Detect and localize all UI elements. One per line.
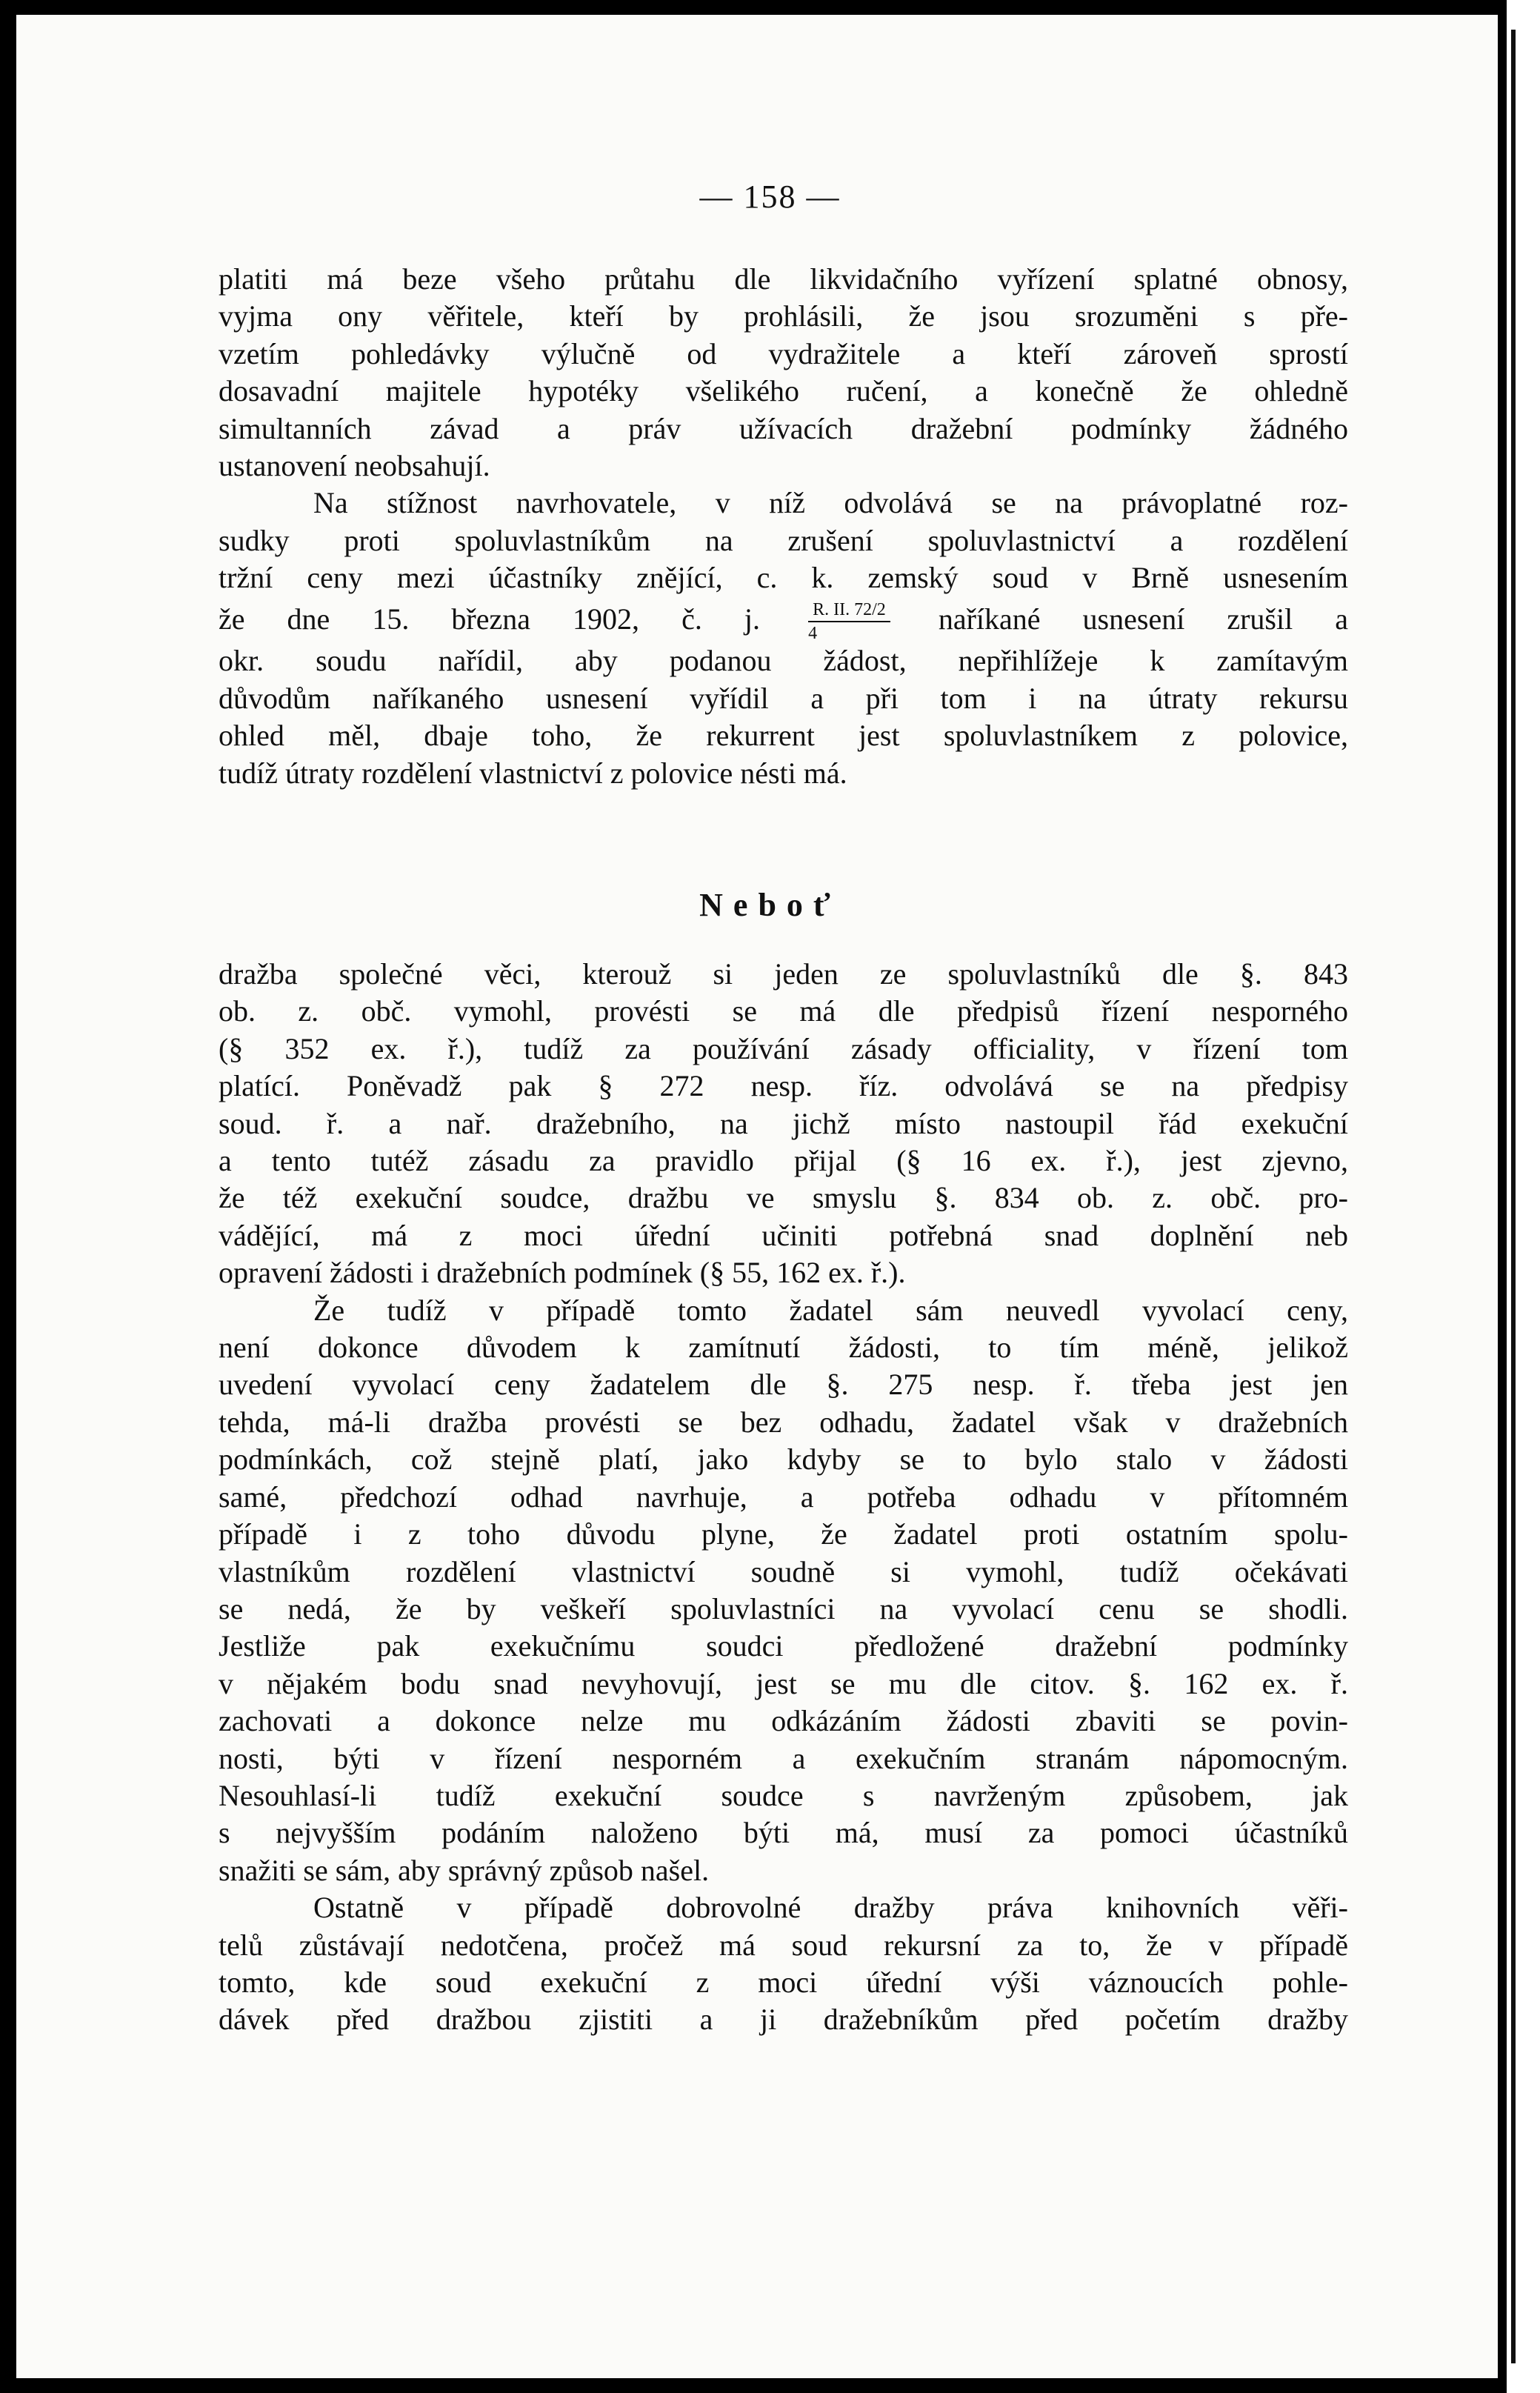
- text-line: není dokonce důvodem k zamítnutí žádosti, to tím méně, jelikož: [219, 1331, 1348, 1365]
- text-line: Že tudíž v případě tomto žadatel sám neuvedl vyvolací ceny,: [313, 1293, 1348, 1327]
- page-number: — 158 —: [699, 179, 841, 215]
- case-number-fraction: [808, 601, 890, 642]
- text-line: a tento tutéž zásadu za pravidlo přijal (§ 16 ex. ř.), jest zjevno,: [219, 1144, 1348, 1178]
- section-heading: Neboť: [699, 887, 841, 923]
- text-line: sudky proti spoluvlastníkům na zrušení spoluvlastnictví a rozdělení: [219, 523, 1348, 557]
- fraction-numerator: R. II. 72/2: [808, 601, 890, 622]
- text-line: vlastníkům rozdělení vlastnictví soudně si vymohl, tudíž očekávati: [219, 1554, 1348, 1588]
- text-line: samé, předchozí odhad navrhuje, a potřeba odhadu v přítomném: [219, 1480, 1348, 1514]
- text-line: podmínkách, což stejně platí, jako kdyby se to bylo stalo v žádosti: [219, 1442, 1348, 1477]
- text-line: případě i z toho důvodu plyne, že žadatel proti ostatním spolu-: [219, 1517, 1348, 1551]
- fraction-line-after: naříkané usnesení zrušil a: [938, 602, 1349, 636]
- text-line: nosti, býti v řízení nesporném a exekučním stranám nápomocným.: [219, 1741, 1348, 1775]
- text-line: tržní ceny mezi účastníky znějící, c. k. zemský soud v Brně usnesením: [219, 561, 1348, 595]
- page-edge-shadow: [1511, 30, 1516, 2363]
- text-line: platící. Poněvadž pak § 272 nesp. říz. odvolává se na předpisy: [219, 1069, 1348, 1103]
- text-line: tudíž útraty rozdělení vlastnictví z polovice nésti má.: [219, 756, 847, 790]
- text-line: vádějící, má z moci úřední učiniti potřebná snad doplnění neb: [219, 1218, 1348, 1252]
- text-line: vyjma ony věřitele, kteří by prohlásili, že jsou srozuměni s pře-: [219, 299, 1348, 333]
- text-line: soud. ř. a nař. dražebního, na jichž místo nastoupil řád exekuční: [219, 1106, 1348, 1140]
- text-line: že též exekuční soudce, dražbu ve smyslu §. 834 ob. z. obč. pro-: [219, 1181, 1348, 1215]
- text-line: telů zůstávají nedotčena, pročež má soud rekursní za to, že v případě: [219, 1928, 1348, 1962]
- text-line: vzetím pohledávky výlučně od vydražitele a kteří zároveň sprostí: [219, 336, 1348, 370]
- text-line: s nejvyšším podáním naloženo býti má, musí za pomoci účastníků: [219, 1816, 1348, 1850]
- text-line: dosavadní majitele hypotéky všelikého ručení, a konečně že ohledně: [219, 374, 1348, 408]
- text-line: opravení žádosti i dražebních podmínek (§ 55, 162 ex. ř.).: [219, 1256, 906, 1290]
- text-line: okr. soudu nařídil, aby podanou žádost, nepřihlížeje k zamítavým: [219, 644, 1348, 678]
- text-line: ob. z. obč. vymohl, provésti se má dle předpisů řízení nesporného: [219, 994, 1348, 1028]
- text-line: tomto, kde soud exekuční z moci úřední výši váznoucích pohle-: [219, 1965, 1348, 1999]
- text-line: simultanních závad a práv užívacích dražební podmínky žádného: [219, 411, 1348, 445]
- text-line: Ostatně v případě dobrovolné dražby práva knihovních věři-: [313, 1891, 1348, 1925]
- text-line: zachovati a dokonce nelze mu odkázáním žádosti zbaviti se povin-: [219, 1704, 1348, 1738]
- text-line: ustanovení neobsahují.: [219, 449, 490, 483]
- text-line: platiti má beze všeho průtahu dle likvidačního vyřízení splatné obnosy,: [219, 262, 1348, 296]
- fraction-line-before: že dne 15. března 1902, č. j.: [219, 602, 761, 636]
- text-line: v nějakém bodu snad nevyhovují, jest se mu dle citov. §. 162 ex. ř.: [219, 1666, 1348, 1700]
- text-line: důvodům naříkaného usnesení vyřídil a při tom i na útraty rekursu: [219, 681, 1348, 715]
- text-line: ohled měl, dbaje toho, že rekurrent jest spoluvlastníkem z polovice,: [219, 719, 1348, 753]
- fraction-denominator: 4: [808, 624, 818, 644]
- text-line: dávek před dražbou zjistiti a ji dražebníkům před početím dražby: [219, 2003, 1348, 2037]
- text-block-1: [219, 261, 1348, 792]
- text-line: dražba společné věci, kterouž si jeden ze spoluvlastníků dle §. 843: [219, 957, 1348, 991]
- text-line: tehda, má-li dražba provésti se bez odhadu, žadatel však v dražebních: [219, 1405, 1348, 1439]
- text-line: Jestliže pak exekučnímu soudci předložené dražební podmínky: [219, 1629, 1348, 1663]
- text-line: Na stížnost navrhovatele, v níž odvolává se na právoplatné roz-: [313, 486, 1348, 520]
- text-line: se nedá, že by veškeří spoluvlastníci na vyvolací cenu se shodli.: [219, 1591, 1348, 1625]
- text-line: snažiti se sám, aby správný způsob našel.: [219, 1853, 710, 1887]
- text-line: (§ 352 ex. ř.), tudíž za používání zásady officiality, v řízení tom: [219, 1031, 1348, 1065]
- text-block-2: [219, 956, 1348, 2039]
- fraction-line: [219, 597, 1348, 643]
- text-line: Nesouhlasí-li tudíž exekuční soudce s navrženým způsobem, jak: [219, 1778, 1348, 1812]
- text-line: uvedení vyvolací ceny žadatelem dle §. 275 nesp. ř. třeba jest jen: [219, 1368, 1348, 1402]
